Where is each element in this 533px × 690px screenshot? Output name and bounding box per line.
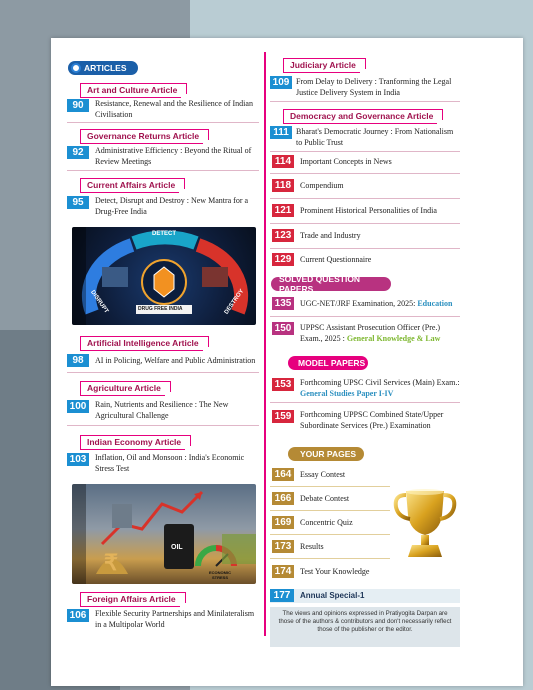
divider <box>270 558 390 559</box>
toc-entry[interactable]: Essay Contest <box>300 470 346 479</box>
toc-entry[interactable]: Concentric Quiz <box>300 518 353 527</box>
toc-entry[interactable]: Compendium <box>300 181 344 190</box>
divider <box>67 425 259 426</box>
section-title-foreign: Foreign Affairs Article <box>80 592 180 607</box>
economic-stress-label: ECONOMIC STRESS <box>209 570 231 580</box>
page-number: 173 <box>272 540 294 553</box>
page-number: 153 <box>272 378 294 391</box>
page-number: 166 <box>272 492 294 505</box>
toc-entry[interactable]: Test Your Knowledge <box>300 567 370 576</box>
toc-entry[interactable]: AI in Policing, Welfare and Public Administration <box>95 356 256 365</box>
section-title-agriculture: Agriculture Article <box>80 381 165 396</box>
toc-entry[interactable]: Important Concepts in News <box>300 157 392 166</box>
destroy-label: DESTROY <box>223 288 246 316</box>
page-number: 169 <box>272 516 294 529</box>
bullet-icon <box>71 63 81 73</box>
page-number: 98 <box>67 354 89 367</box>
toc-entry[interactable]: Current Questionnaire <box>300 255 372 264</box>
oil-label: OIL <box>171 544 183 551</box>
page-number: 118 <box>272 179 294 192</box>
model-papers-pill <box>288 356 368 370</box>
page-number: 103 <box>67 453 89 466</box>
toc-entry[interactable]: Detect, Disrupt and Destroy : New Mantra for a Drug-Free India <box>95 196 249 216</box>
column-divider <box>264 52 266 636</box>
page-number: 100 <box>67 400 89 413</box>
page-number: 129 <box>272 253 294 266</box>
solved-papers-pill <box>271 274 391 294</box>
toc-entry[interactable]: Rain, Nutrients and Resilience : The New Agricultural Challenge <box>95 400 229 420</box>
page-number: 106 <box>67 609 89 622</box>
disrupt-label: DISRUPT <box>89 289 110 315</box>
your-pages-pill-label: YOUR PAGES <box>300 449 357 459</box>
toc-entry[interactable]: Debate Contest <box>300 494 350 503</box>
section-title-judiciary: Judiciary Article <box>283 58 360 73</box>
toc-entry[interactable]: Forthcoming UPSC Civil Services (Main) Exam.: General Studies Paper I-IV <box>300 378 460 398</box>
section-title-ai: Artificial Intelligence Article <box>80 336 203 351</box>
divider <box>67 170 259 171</box>
toc-entry[interactable]: Administrative Efficiency : Beyond the Ritual of Review Meetings <box>95 146 252 166</box>
toc-entry[interactable]: UPPSC Assistant Prosecution Officer (Pre.) Exam., 2025 : General Knowledge & Law <box>300 323 441 343</box>
page-number: 135 <box>272 297 294 310</box>
page-number: 164 <box>272 468 294 481</box>
section-title-current-affairs: Current Affairs Article <box>80 178 179 193</box>
drug-free-label: DRUG FREE INDIA <box>138 306 183 312</box>
economy-illustration <box>72 484 256 584</box>
articles-pill-label: ARTICLES <box>84 63 127 73</box>
divider <box>270 223 460 224</box>
divider <box>67 122 259 123</box>
page-number: 123 <box>272 229 294 242</box>
page-number: 174 <box>272 565 294 578</box>
toc-entry[interactable]: Forthcoming UPPSC Combined State/Upper Subordinate Services (Pre.) Examination <box>300 410 444 430</box>
annual-special-bar <box>270 589 460 603</box>
divider <box>270 534 390 535</box>
disclaimer-note: The views and opinions expressed in Pratiyogita Darpan are those of the authors & contributors and don't necessarily reflect those of the publisher or the editor. <box>270 607 460 647</box>
page-number: 150 <box>272 322 294 335</box>
svg-text:₹: ₹ <box>104 550 118 575</box>
toc-entry[interactable]: UGC-NET/JRF Examination, 2025: Education <box>300 299 453 308</box>
page-number: 114 <box>272 155 294 168</box>
section-title-art-culture: Art and Culture Article <box>80 83 181 98</box>
divider <box>270 151 460 152</box>
solved-papers-pill-label: SOLVED QUESTION PAPERS <box>279 274 361 294</box>
toc-entry[interactable]: Bharat's Democratic Journey : From Nationalism to Public Trust <box>296 127 454 147</box>
page-number: 177 <box>270 589 294 602</box>
page-number: 111 <box>270 126 292 139</box>
divider <box>270 198 460 199</box>
page-number: 90 <box>67 99 89 112</box>
toc-entry[interactable]: Trade and Industry <box>300 231 361 240</box>
divider <box>270 316 460 317</box>
articles-pill <box>68 61 138 75</box>
section-title-democracy: Democracy and Governance Article <box>283 109 437 124</box>
toc-entry[interactable]: From Delay to Delivery : Tranforming the Legal Justice Delivery System in India <box>296 77 452 97</box>
your-pages-pill <box>288 447 364 461</box>
divider <box>270 402 460 403</box>
page-number: 109 <box>270 76 292 89</box>
page-number: 121 <box>272 204 294 217</box>
section-title-governance: Governance Returns Article <box>80 129 203 144</box>
trophy-icon <box>392 485 458 565</box>
page-number: 92 <box>67 146 89 159</box>
divider <box>270 510 390 511</box>
divider <box>270 486 390 487</box>
page-number: 159 <box>272 410 294 423</box>
toc-entry[interactable]: Prominent Historical Personalities of India <box>300 206 437 215</box>
toc-entry[interactable]: Resistance, Renewal and the Resilience of Indian Civilisation <box>95 99 253 119</box>
divider <box>270 248 460 249</box>
current-affairs-illustration <box>72 227 256 325</box>
section-title-economy: Indian Economy Article <box>80 435 185 450</box>
model-papers-pill-label: MODEL PAPERS <box>298 358 366 368</box>
toc-entry[interactable]: Flexible Security Partnerships and Minilateralism in a Multipolar World <box>95 609 255 629</box>
toc-entry[interactable]: Inflation, Oil and Monsoon : India's Economic Stress Test <box>95 453 245 473</box>
divider <box>67 372 259 373</box>
annual-special-label[interactable]: Annual Special-1 <box>300 591 365 600</box>
detect-label: DETECT <box>152 231 176 237</box>
divider <box>270 173 460 174</box>
toc-entry[interactable]: Results <box>300 542 324 551</box>
divider <box>270 101 460 102</box>
oil-economy-graphic <box>72 484 256 584</box>
page-number: 95 <box>67 196 89 209</box>
